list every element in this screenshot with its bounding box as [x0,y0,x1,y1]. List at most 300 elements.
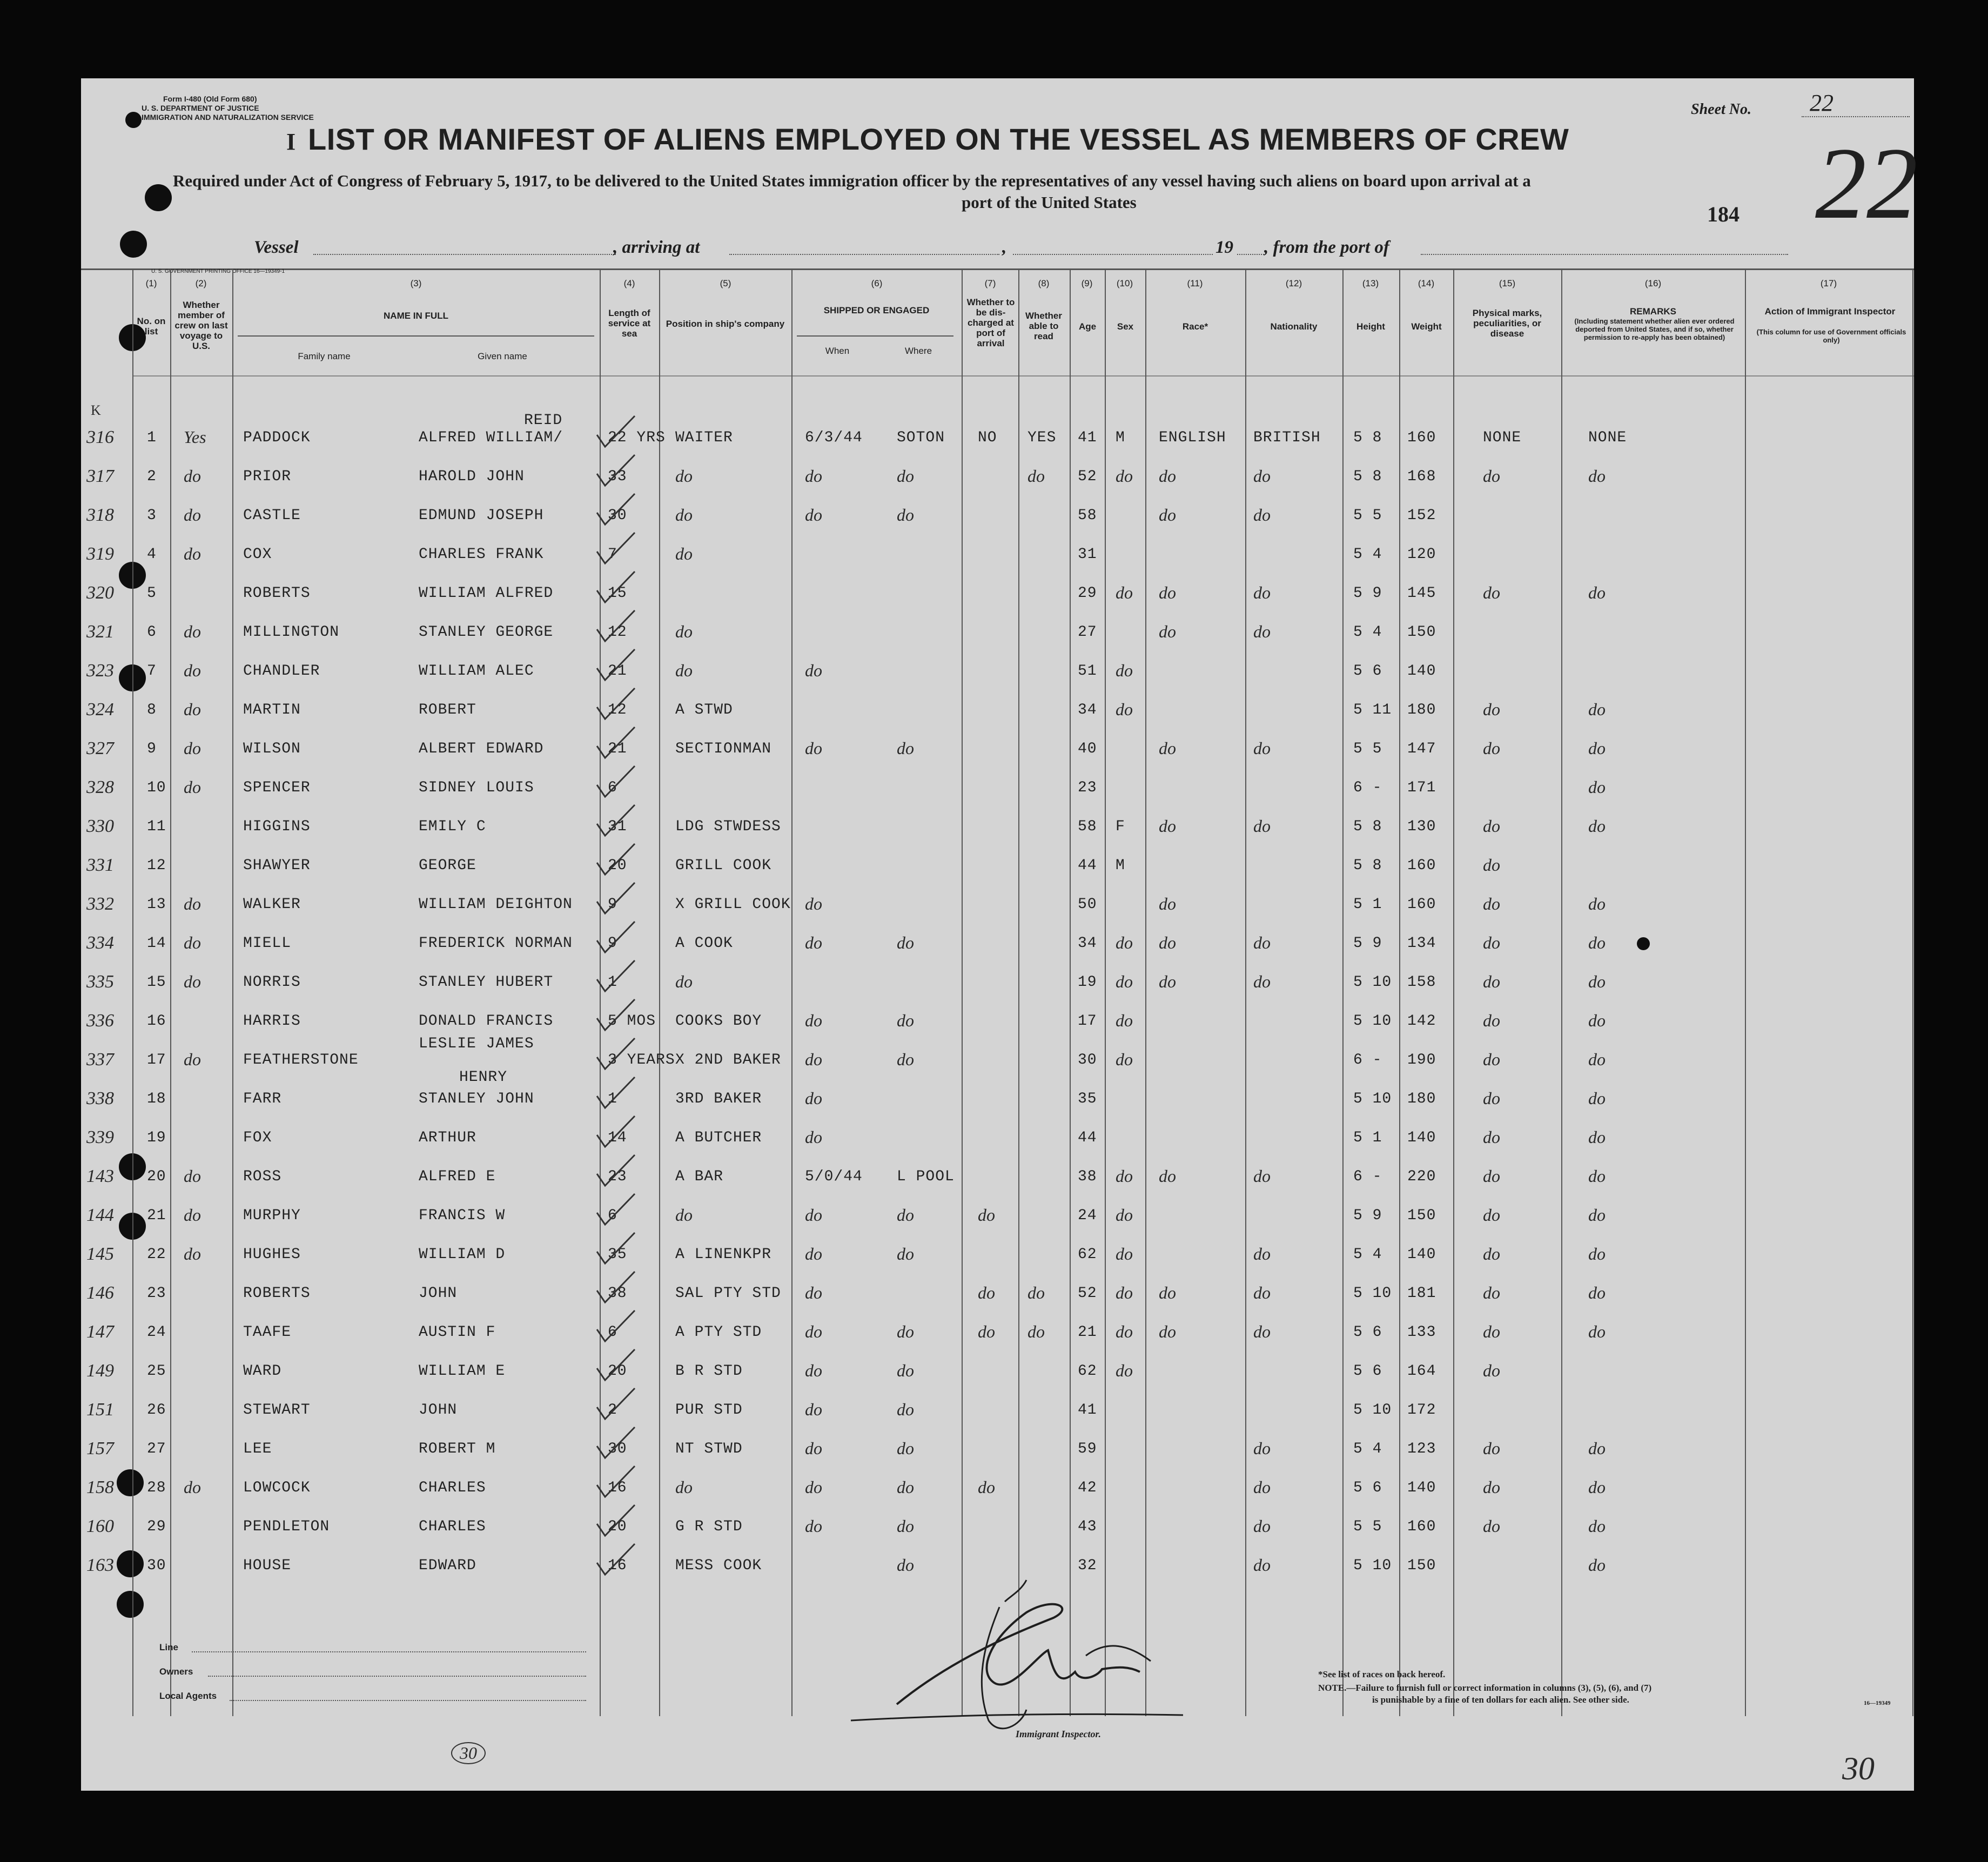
row-given-name: EDWARD [419,1557,476,1574]
row-weight: 181 [1407,1285,1436,1302]
col-line [962,268,963,1716]
check-mark-icon [592,1424,640,1462]
row-given-name-continued: REID [524,412,563,429]
row-sex: do [1116,1205,1133,1225]
footer-line-field [192,1651,586,1652]
row-family-name: MILLINGTON [243,624,340,641]
row-position: do [675,972,693,991]
row-remarks: do [1588,583,1606,602]
header-physical-marks: Physical marks, peculiarities, or disease [1472,308,1542,339]
from-port-label: , from the port of [1264,238,1389,257]
row-age: 59 [1078,1441,1097,1457]
row-given-name: ROBERT [419,702,476,718]
row-nationality: do [1253,1438,1271,1458]
row-weight: 171 [1407,779,1436,796]
row-previous-voyage: do [184,1166,201,1186]
row-family-name: WILSON [243,741,301,757]
row-shipped-where: L POOL [897,1168,955,1185]
check-mark-icon [592,452,640,490]
row-given-name: ROBERT M [419,1441,496,1457]
row-reference: 151 [86,1400,114,1420]
row-given-name: ALFRED E [419,1168,496,1185]
row-physical-marks: do [1483,855,1500,875]
row-service-length: 3 YEARS [608,1052,675,1068]
row-service-length: 1 [608,974,617,991]
row-physical-marks: do [1483,466,1500,486]
row-physical-marks: NONE [1483,429,1522,446]
row-family-name: PENDLETON [243,1518,330,1535]
check-mark-icon [592,569,640,607]
row-weight: 220 [1407,1168,1436,1185]
row-service-length: 21 [608,741,627,757]
row-weight: 164 [1407,1363,1436,1380]
row-reference: 330 [86,816,114,836]
row-reference: 337 [86,1050,114,1070]
header-given-name: Given name [478,351,527,361]
row-weight: 160 [1407,896,1436,913]
row-shipped-when: do [805,1361,822,1380]
row-family-name: NORRIS [243,974,301,991]
row-number: 8 [147,702,157,718]
row-service-length: 9 [608,896,617,913]
department-name: U. S. DEPARTMENT OF JUSTICE [142,104,259,112]
row-number: 4 [147,546,157,563]
row-number: 30 [147,1557,166,1574]
row-shipped-where: do [897,505,914,525]
row-given-name: STANLEY HUBERT [419,974,554,991]
row-weight: 140 [1407,663,1436,680]
row-number: 28 [147,1480,166,1496]
footer-agents-label: Local Agents [159,1691,217,1701]
row-sex: do [1116,1283,1133,1302]
handwritten-sheet-number: 22 [1815,127,1918,240]
row-remarks: do [1588,1205,1606,1225]
row-height: 5 8 [1353,818,1382,835]
col-line [1745,268,1746,1716]
row-number: 11 [147,818,166,835]
row-number: 2 [147,468,157,485]
row-height: 5 8 [1353,857,1382,874]
row-age: 58 [1078,818,1097,835]
row-age: 52 [1078,468,1097,485]
service-name: IMMIGRATION AND NATURALIZATION SERVICE [142,113,314,122]
row-family-name: FARR [243,1091,282,1107]
row-age: 44 [1078,857,1097,874]
row-shipped-when: do [805,1244,822,1263]
check-mark-icon [592,763,640,801]
row-position: WAITER [675,429,733,446]
row-remarks: do [1588,816,1606,836]
col-line [1561,268,1562,1716]
row-weight: 160 [1407,429,1436,446]
row-shipped-when: do [805,1205,822,1225]
col-number: (17) [1820,278,1837,288]
row-race: do [1159,1322,1176,1341]
row-reference: 160 [86,1516,114,1536]
row-service-length: 6 [608,779,617,796]
arriving-at-field [729,254,999,255]
row-age: 17 [1078,1013,1097,1030]
row-previous-voyage: do [184,505,201,525]
row-height: 5 11 [1353,702,1392,718]
row-reference: 321 [86,622,114,642]
row-service-length: 38 [608,1285,627,1302]
row-previous-voyage: do [184,622,201,641]
row-previous-voyage: do [184,1244,201,1263]
row-shipped-where: do [897,1400,914,1419]
row-shipped-where: do [897,466,914,486]
row-weight: 180 [1407,702,1436,718]
row-physical-marks: do [1483,1011,1500,1030]
row-service-length: 30 [608,507,627,524]
row-reference: 318 [86,505,114,525]
manifest-sheet [81,78,1918,1791]
row-weight: 142 [1407,1013,1436,1030]
header-action-note: (This column for use of Government officials only) [1756,328,1906,344]
row-family-name: LOWCOCK [243,1480,311,1496]
row-service-length: 12 [608,624,627,641]
row-nationality: do [1253,1477,1271,1497]
row-nationality: do [1253,1283,1271,1302]
row-previous-voyage: Yes [184,427,206,447]
row-height: 5 4 [1353,1441,1382,1457]
row-able-read: do [1027,1283,1045,1302]
row-previous-voyage: do [184,738,201,758]
row-previous-voyage: do [184,466,201,486]
col-number: (10) [1116,278,1133,288]
row-position: do [675,466,693,486]
row-shipped-where: do [897,1438,914,1458]
row-race: do [1159,583,1176,602]
row-discharged: do [978,1477,995,1497]
row-weight: 147 [1407,741,1436,757]
row-number: 14 [147,935,166,952]
col-line [1070,268,1071,1716]
row-service-length: 9 [608,935,617,952]
row-reference: 335 [86,972,114,992]
col-number: (12) [1285,278,1302,288]
row-nationality: do [1253,738,1271,758]
row-shipped-when: do [805,1283,822,1302]
row-age: 43 [1078,1518,1097,1535]
row-shipped-where: do [897,1516,914,1536]
row-family-name: PADDOCK [243,429,311,446]
row-weight: 152 [1407,507,1436,524]
row-number: 5 [147,585,157,602]
header-length-service: Length of service at sea [608,308,651,339]
row-remarks: do [1588,1322,1606,1341]
punch-hole [120,231,147,258]
row-family-name: HIGGINS [243,818,311,835]
row-remarks: do [1588,1555,1606,1575]
sheet-number-underline [1802,116,1910,117]
row-height: 5 9 [1353,935,1382,952]
row-age: 27 [1078,624,1097,641]
row-given-name: SIDNEY LOUIS [419,779,534,796]
row-number: 19 [147,1130,166,1146]
row-age: 31 [1078,546,1097,563]
row-sex: do [1116,1361,1133,1380]
row-nationality: do [1253,466,1271,486]
row-given-name: ARTHUR [419,1130,476,1146]
row-position: A LINENKPR [675,1246,772,1263]
row-sex: do [1116,1322,1133,1341]
row-weight: 145 [1407,585,1436,602]
row-weight: 150 [1407,1207,1436,1224]
row-shipped-where: SOTON [897,429,945,446]
row-age: 19 [1078,974,1097,991]
check-mark-icon [592,1347,640,1384]
row-shipped-when: 6/3/44 [805,429,863,446]
col-line [1342,268,1344,1716]
row-race: do [1159,894,1176,913]
row-reference: 143 [86,1166,114,1186]
row-number: 15 [147,974,166,991]
row-nationality: do [1253,933,1271,952]
row-sex: do [1116,661,1133,680]
row-age: 41 [1078,429,1097,446]
row-reference: 319 [86,544,114,564]
row-given-name: STANLEY JOHN [419,1091,534,1107]
row-number: 18 [147,1091,166,1107]
row-reference: 334 [86,933,114,953]
row-age: 42 [1078,1480,1097,1496]
row-height: 5 10 [1353,974,1392,991]
row-number: 10 [147,779,166,796]
row-previous-voyage: do [184,544,201,563]
row-sex: do [1116,1011,1133,1030]
row-reference: 316 [86,427,114,447]
row-service-length: 35 [608,1246,627,1263]
row-nationality: do [1253,1516,1271,1536]
row-number: 23 [147,1285,166,1302]
col-line [659,268,660,1716]
row-weight: 140 [1407,1480,1436,1496]
row-weight: 123 [1407,1441,1436,1457]
row-physical-marks: do [1483,933,1500,952]
check-mark-icon [592,685,640,723]
col-number: (8) [1038,278,1050,288]
col-line [1399,268,1400,1716]
row-discharged: do [978,1205,995,1225]
row-height: 6 - [1353,779,1382,796]
check-mark-icon [592,1036,640,1073]
header-where: Where [904,346,932,356]
row-shipped-when: do [805,661,822,680]
row-remarks: do [1588,1011,1606,1030]
row-nationality: do [1253,622,1271,641]
row-previous-voyage: do [184,894,201,913]
check-mark-icon [592,841,640,879]
row-service-length: 1 [608,1091,617,1107]
col-line [1018,268,1019,1716]
row-physical-marks: do [1483,1205,1500,1225]
row-race: do [1159,972,1176,991]
row-shipped-when: do [805,1050,822,1069]
check-mark-icon [592,958,640,996]
title-mark: I [286,129,296,155]
row-weight: 172 [1407,1402,1436,1419]
header-age: Age [1078,321,1097,332]
row-height: 5 10 [1353,1285,1392,1302]
row-height: 5 6 [1353,1480,1382,1496]
row-family-name: HARRIS [243,1013,301,1030]
row-sex: F [1116,818,1125,835]
row-weight: 140 [1407,1246,1436,1263]
row-sex: do [1116,1244,1133,1263]
col-number: (1) [145,278,157,288]
row-nationality: do [1253,972,1271,991]
col-line [1145,268,1146,1716]
col-line [132,268,133,1716]
row-given-name: AUSTIN F [419,1324,496,1341]
row-position: SAL PTY STD [675,1285,781,1302]
row-shipped-where: do [897,1205,914,1225]
check-mark-icon [592,724,640,762]
col-line [170,268,171,1716]
row-family-name: FEATHERSTONE [243,1052,359,1068]
header-remarks: REMARKS [1630,306,1676,317]
row-given-name: FREDERICK NORMAN [419,935,573,952]
inspector-label: Immigrant Inspector. [1016,1729,1102,1739]
row-reference: 338 [86,1088,114,1108]
row-able-read: do [1027,1322,1045,1341]
row-shipped-when: do [805,1516,822,1536]
punch-hole [117,1591,144,1618]
row-shipped-when: do [805,1088,822,1108]
row-shipped-when: 5/0/44 [805,1168,863,1185]
row-previous-voyage: do [184,700,201,719]
col-number: (14) [1418,278,1435,288]
ink-blot [1637,937,1650,950]
row-height: 5 4 [1353,546,1382,563]
row-shipped-where: do [897,1244,914,1263]
row-physical-marks: do [1483,972,1500,991]
row-number: 6 [147,624,157,641]
check-mark-icon [592,1230,640,1268]
header-race: Race* [1182,321,1208,332]
check-mark-icon [592,1308,640,1346]
row-height: 5 5 [1353,1518,1382,1535]
row-position: A STWD [675,702,733,718]
row-physical-marks: do [1483,1088,1500,1108]
row-remarks: do [1588,1477,1606,1497]
row-physical-marks: do [1483,1361,1500,1380]
row-age: 62 [1078,1363,1097,1380]
row-reference: 144 [86,1205,114,1225]
row-sex: do [1116,583,1133,602]
row-number: 20 [147,1168,166,1185]
row-family-name: PRIOR [243,468,292,485]
check-mark-icon [592,530,640,568]
row-age: 32 [1078,1557,1097,1574]
row-shipped-where: do [897,738,914,758]
row-service-length: 2 [608,1402,617,1419]
row-race: ENGLISH [1159,429,1226,446]
row-sex: do [1116,700,1133,719]
row-given-name: WILLIAM E [419,1363,506,1380]
header-height: Height [1356,321,1385,332]
vessel-field [313,254,616,255]
row-remarks: do [1588,1088,1606,1108]
header-member-last-voyage: Whether member of crew on last voyage to U.S. [174,300,228,351]
row-age: 29 [1078,585,1097,602]
row-sex: M [1116,429,1125,446]
row-reference: 146 [86,1283,114,1303]
row-nationality: do [1253,505,1271,525]
check-mark-icon [592,491,640,529]
row-physical-marks: do [1483,1283,1500,1302]
row-service-length: 5 MOS [608,1013,656,1030]
row-number: 27 [147,1441,166,1457]
row-position: COOKS BOY [675,1013,762,1030]
row-remarks: do [1588,933,1606,952]
margin-letter: K [91,402,101,418]
row-service-length: 30 [608,1441,627,1457]
header-name-in-full: NAME IN FULL [384,311,448,321]
row-sex: M [1116,857,1125,874]
row-number: 9 [147,741,157,757]
row-physical-marks: do [1483,816,1500,836]
row-position: X GRILL COOK [675,896,791,913]
row-position: do [675,505,693,525]
row-sex: do [1116,972,1133,991]
row-previous-voyage: do [184,933,201,952]
row-shipped-where: do [897,1555,914,1575]
row-reference: 332 [86,894,114,914]
row-shipped-where: do [897,1322,914,1341]
row-number: 25 [147,1363,166,1380]
row-height: 5 6 [1353,663,1382,680]
row-previous-voyage: do [184,1477,201,1497]
check-mark-icon [592,413,640,451]
row-age: 30 [1078,1052,1097,1068]
row-age: 23 [1078,779,1097,796]
row-service-length: 16 [608,1557,627,1574]
row-position: SECTIONMAN [675,741,772,757]
row-reference: 320 [86,583,114,603]
page-title: LIST OR MANIFEST OF ALIENS EMPLOYED ON THE VESSEL AS MEMBERS OF CREW [308,122,1569,156]
row-weight: 160 [1407,1518,1436,1535]
row-number: 17 [147,1052,166,1068]
row-height: 5 9 [1353,585,1382,602]
row-height: 5 1 [1353,1130,1382,1146]
check-mark-icon [592,1191,640,1229]
row-reference: 339 [86,1127,114,1147]
row-given-name: WILLIAM DEIGHTON [419,896,573,913]
row-height: 5 10 [1353,1013,1392,1030]
footer-owners-field [208,1676,586,1677]
row-family-name: STEWART [243,1402,311,1419]
row-sex: do [1116,1166,1133,1186]
row-given-name: DONALD FRANCIS [419,1013,554,1030]
row-height: 5 4 [1353,624,1382,641]
row-service-length: 14 [608,1130,627,1146]
col-line [791,268,792,1716]
footer-line-label: Line [159,1642,178,1652]
row-number: 26 [147,1402,166,1419]
row-race: do [1159,738,1176,758]
row-remarks: do [1588,1283,1606,1302]
col-line [232,268,233,1716]
row-position: PUR STD [675,1402,743,1419]
row-given-name: CHARLES [419,1480,486,1496]
row-able-read: do [1027,466,1045,486]
row-number: 21 [147,1207,166,1224]
check-mark-icon [592,1541,640,1579]
row-service-length: 7 [608,546,617,563]
row-given-name: JOHN [419,1402,458,1419]
